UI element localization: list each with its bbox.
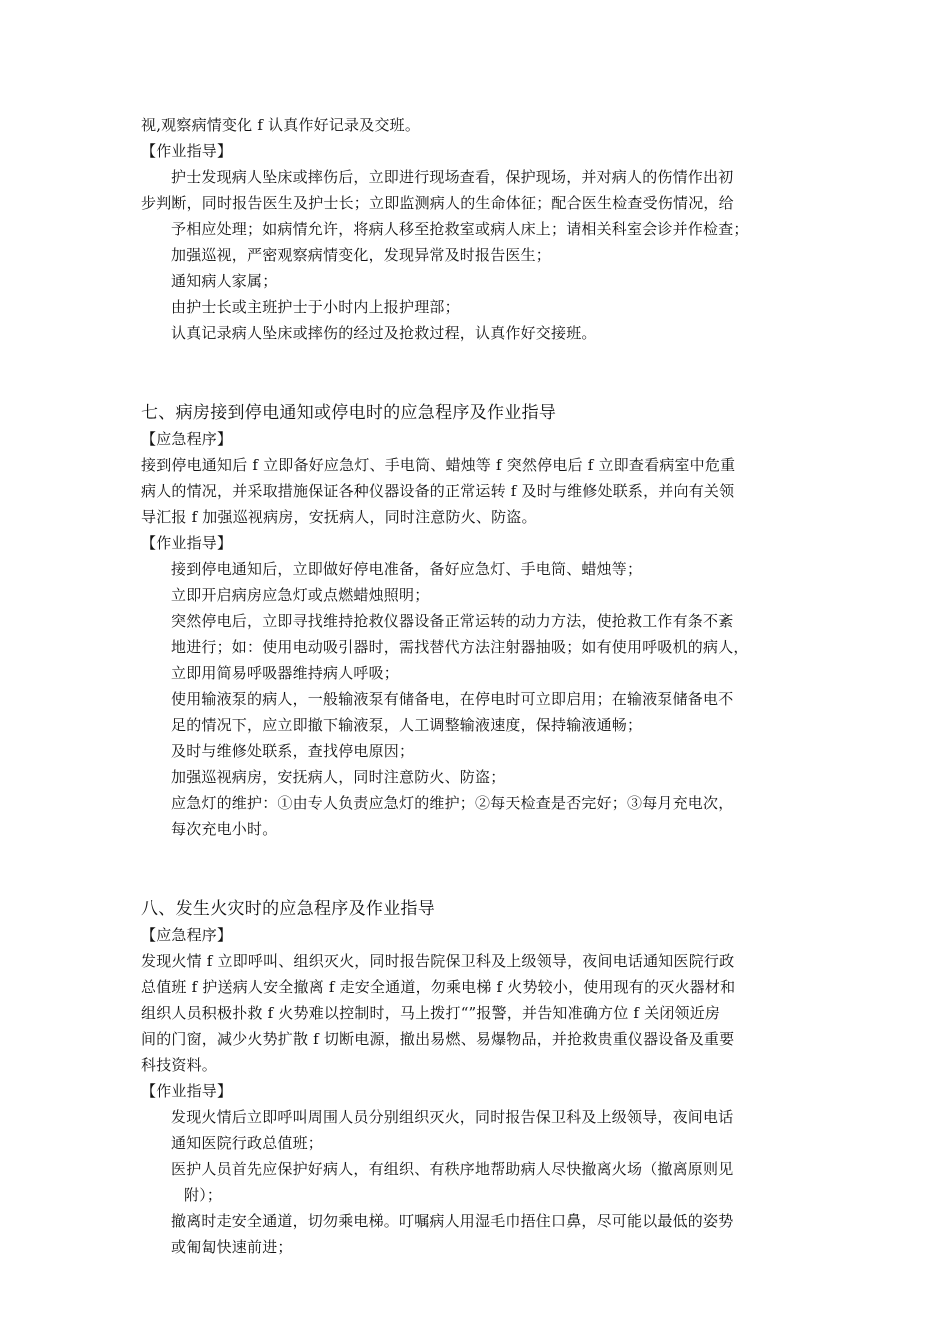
section8-guide-line: 撤离时走安全通道，切勿乘电梯。叮嘱病人用湿毛巾捂住口鼻，尽可能以最低的姿势 bbox=[171, 1212, 734, 1230]
section7-guide-line: 立即用简易呼吸器维持病人呼吸； bbox=[171, 664, 400, 682]
section7-guide-line: 每次充电小时。 bbox=[171, 820, 278, 838]
section8-guide-line: 通知医院行政总值班； bbox=[171, 1134, 324, 1152]
section8-guide-label: 【作业指导】 bbox=[141, 1082, 233, 1100]
section7-guide-line: 使用输液泵的病人，一般输液泵有储备电，在停电时可立即启用；在输液泵储备电不 bbox=[171, 690, 734, 708]
section6-guide-line: 加强巡视，严密观察病情变化，发现异常及时报告医生； bbox=[171, 246, 552, 264]
section8-procedure-line: 科技资料。 bbox=[141, 1056, 218, 1074]
section8-title: 八、发生火灾时的应急程序及作业指导 bbox=[141, 899, 436, 919]
section6-guide-line: 步判断，同时报告医生及护士长；立即监测病人的生命体征；配合医生检查受伤情况，给 bbox=[141, 194, 734, 212]
section7-guide-line: 突然停电后，立即寻找维持抢救仪器设备正常运转的动力方法，使抢救工作有条不紊 bbox=[171, 612, 734, 630]
spacer bbox=[141, 868, 821, 896]
document-page bbox=[141, 112, 821, 1260]
section8-procedure-line: 总值班 f 护送病人安全撤离 f 走安全通道，勿乘电梯 f 火势较小，使用现有的灭火器材和 bbox=[141, 978, 736, 996]
spacer bbox=[141, 372, 821, 400]
section7-guide-line: 地进行；如：使用电动吸引器时，需找替代方法注射器抽吸；如有使用呼吸机的病人， bbox=[171, 638, 749, 656]
section7-procedure-label: 【应急程序】 bbox=[141, 430, 233, 448]
section7-procedure-line: 病人的情况，并采取措施保证各种仪器设备的正常运转 f 及时与维修处联系，并向有关领 bbox=[141, 482, 735, 500]
section7-procedure-line: 导汇报 f 加强巡视病房，安抚病人，同时注意防火、防盗。 bbox=[141, 508, 537, 526]
section8-guide-line: 发现火情后立即呼叫周围人员分别组织灭火，同时报告保卫科及上级领导，夜间电话 bbox=[171, 1108, 734, 1126]
section7-guide-line: 立即开启病房应急灯或点燃蜡烛照明； bbox=[171, 586, 430, 604]
section6-guide-line: 护士发现病人坠床或摔伤后，立即进行现场查看，保护现场，并对病人的伤情作出初 bbox=[171, 168, 734, 186]
section6-guide-label: 【作业指导】 bbox=[141, 142, 233, 160]
section8-guide-line: 医护人员首先应保护好病人，有组织、有秩序地帮助病人尽快撤离火场（撤离原则见 bbox=[171, 1160, 734, 1178]
section7-guide-line: 加强巡视病房，安抚病人，同时注意防火、防盗； bbox=[171, 768, 506, 786]
section7-title: 七、病房接到停电通知或停电时的应急程序及作业指导 bbox=[141, 403, 557, 423]
section6-guide-line: 由护士长或主班护士于小时内上报护理部； bbox=[171, 298, 460, 316]
section6-tail-line: 视,观察病情变化 f 认真作好记录及交班。 bbox=[141, 116, 421, 134]
section8-procedure-line: 间的门窗，减少火势扩散 f 切断电源，撤出易燃、易爆物品，并抢救贵重仪器设备及重要 bbox=[141, 1030, 735, 1048]
section8-procedure-line: 组织人员积极扑救 f 火势难以控制时，马上拨打“”报警，并告知准确方位 f 关闭领近房 bbox=[141, 1004, 721, 1022]
section6-guide-line: 认真记录病人坠床或摔伤的经过及抢救过程，认真作好交接班。 bbox=[171, 324, 597, 342]
section6-guide-line: 予相应处理；如病情允许，将病人移至抢救室或病人床上；请相关科室会诊并作检查； bbox=[171, 220, 749, 238]
section6-guide-line: 通知病人家属； bbox=[171, 272, 278, 290]
section8-guide-line: 或匍匐快速前进； bbox=[171, 1238, 293, 1256]
section7-guide-line: 及时与维修处联系，查找停电原因； bbox=[171, 742, 415, 760]
spacer bbox=[141, 842, 821, 868]
section7-guide-line: 应急灯的维护：①由专人负责应急灯的维护；②每天检查是否完好；③每月充电次， bbox=[171, 794, 734, 812]
spacer bbox=[141, 346, 821, 372]
section8-procedure-label: 【应急程序】 bbox=[141, 926, 233, 944]
section7-procedure-line: 接到停电通知后 f 立即备好应急灯、手电筒、蜡烛等 f 突然停电后 f 立即查看病室中危重 bbox=[141, 456, 736, 474]
section8-procedure-line: 发现火情 f 立即呼叫、组织灭火，同时报告院保卫科及上级领导，夜间电话通知医院行政 bbox=[141, 952, 735, 970]
section7-guide-line: 足的情况下，应立即撤下输液泵，人工调整输液速度，保持输液通畅； bbox=[171, 716, 643, 734]
section7-guide-line: 接到停电通知后，立即做好停电准备，备好应急灯、手电筒、蜡烛等； bbox=[171, 560, 643, 578]
section8-guide-line: 附）； bbox=[184, 1186, 223, 1204]
section7-guide-label: 【作业指导】 bbox=[141, 534, 233, 552]
